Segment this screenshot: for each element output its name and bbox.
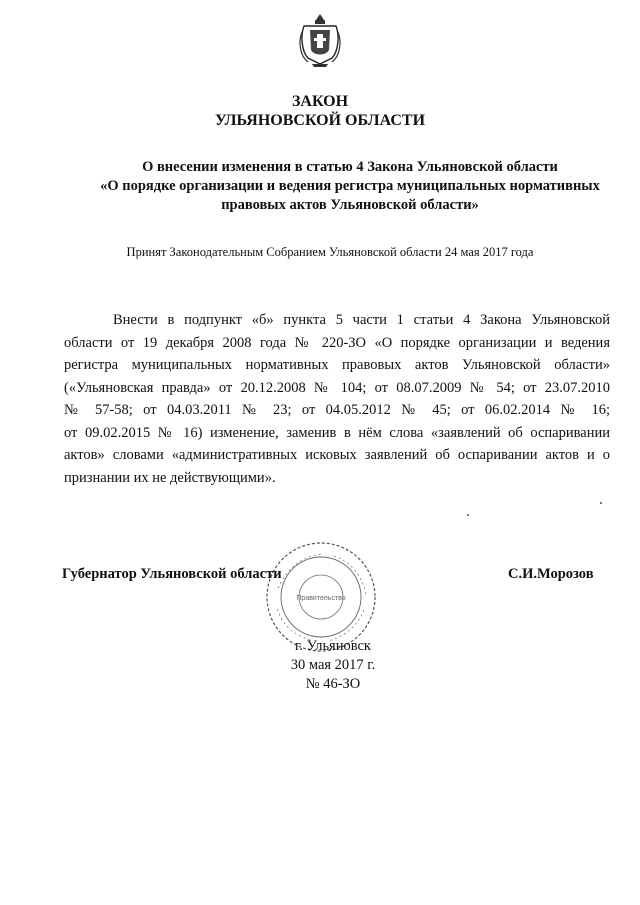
subject-line: правовых актов Ульяновской области» xyxy=(221,197,479,213)
body-line: от 09.02.2015 № 16) изменение, заменив в нём слова «заявлений об оспаривании xyxy=(64,424,610,441)
coat-of-arms-emblem xyxy=(298,12,342,68)
body-line: № 57-58; от 04.03.2011 № 23; от 04.05.2012 № 45; от 06.02.2014 № 16; xyxy=(64,402,610,418)
body-line: актов» словами «административных исковых заявлений об оспаривании актов и о xyxy=(64,447,610,463)
law-number: № 46-ЗО xyxy=(305,676,361,692)
law-title: ЗАКОН xyxy=(291,93,349,110)
body-line: регистра муниципальных нормативных правовых актов Ульяновской области» xyxy=(64,357,610,373)
stamp-center-text: Правительство xyxy=(296,595,346,602)
body-line: («Ульяновская правда» от 20.12.2008 № 104; от 08.07.2009 № 54; от 23.07.2010 xyxy=(64,379,610,396)
scan-speck xyxy=(467,514,469,516)
subject-line: О внесении изменения в статью 4 Закона Ульяновской области xyxy=(142,159,558,175)
body-line: признании их не действующими». xyxy=(64,469,276,486)
subject-line: «О порядке организации и ведения регистра муниципальных нормативных xyxy=(100,178,600,194)
governor-name: С.И.Морозов xyxy=(508,566,594,582)
law-body-paragraph xyxy=(64,309,610,489)
law-region-title: УЛЬЯНОВСКОЙ ОБЛАСТИ xyxy=(214,112,426,129)
body-line: области от 19 декабря 2008 года № 220-ЗО «О порядке организации и ведения xyxy=(64,334,610,351)
scan-speck xyxy=(600,502,602,504)
adoption-note: Принят Законодательным Собранием Ульяновской области 24 мая 2017 года xyxy=(126,245,534,259)
governor-title: Губернатор Ульяновской области xyxy=(62,566,282,582)
body-line: Внести в подпункт «б» пункта 5 части 1 статьи 4 Закона Ульяновской xyxy=(113,312,610,328)
signing-city: г. Ульяновск xyxy=(295,638,371,654)
signing-date: 30 мая 2017 г. xyxy=(290,657,376,673)
law-subject xyxy=(60,158,640,215)
